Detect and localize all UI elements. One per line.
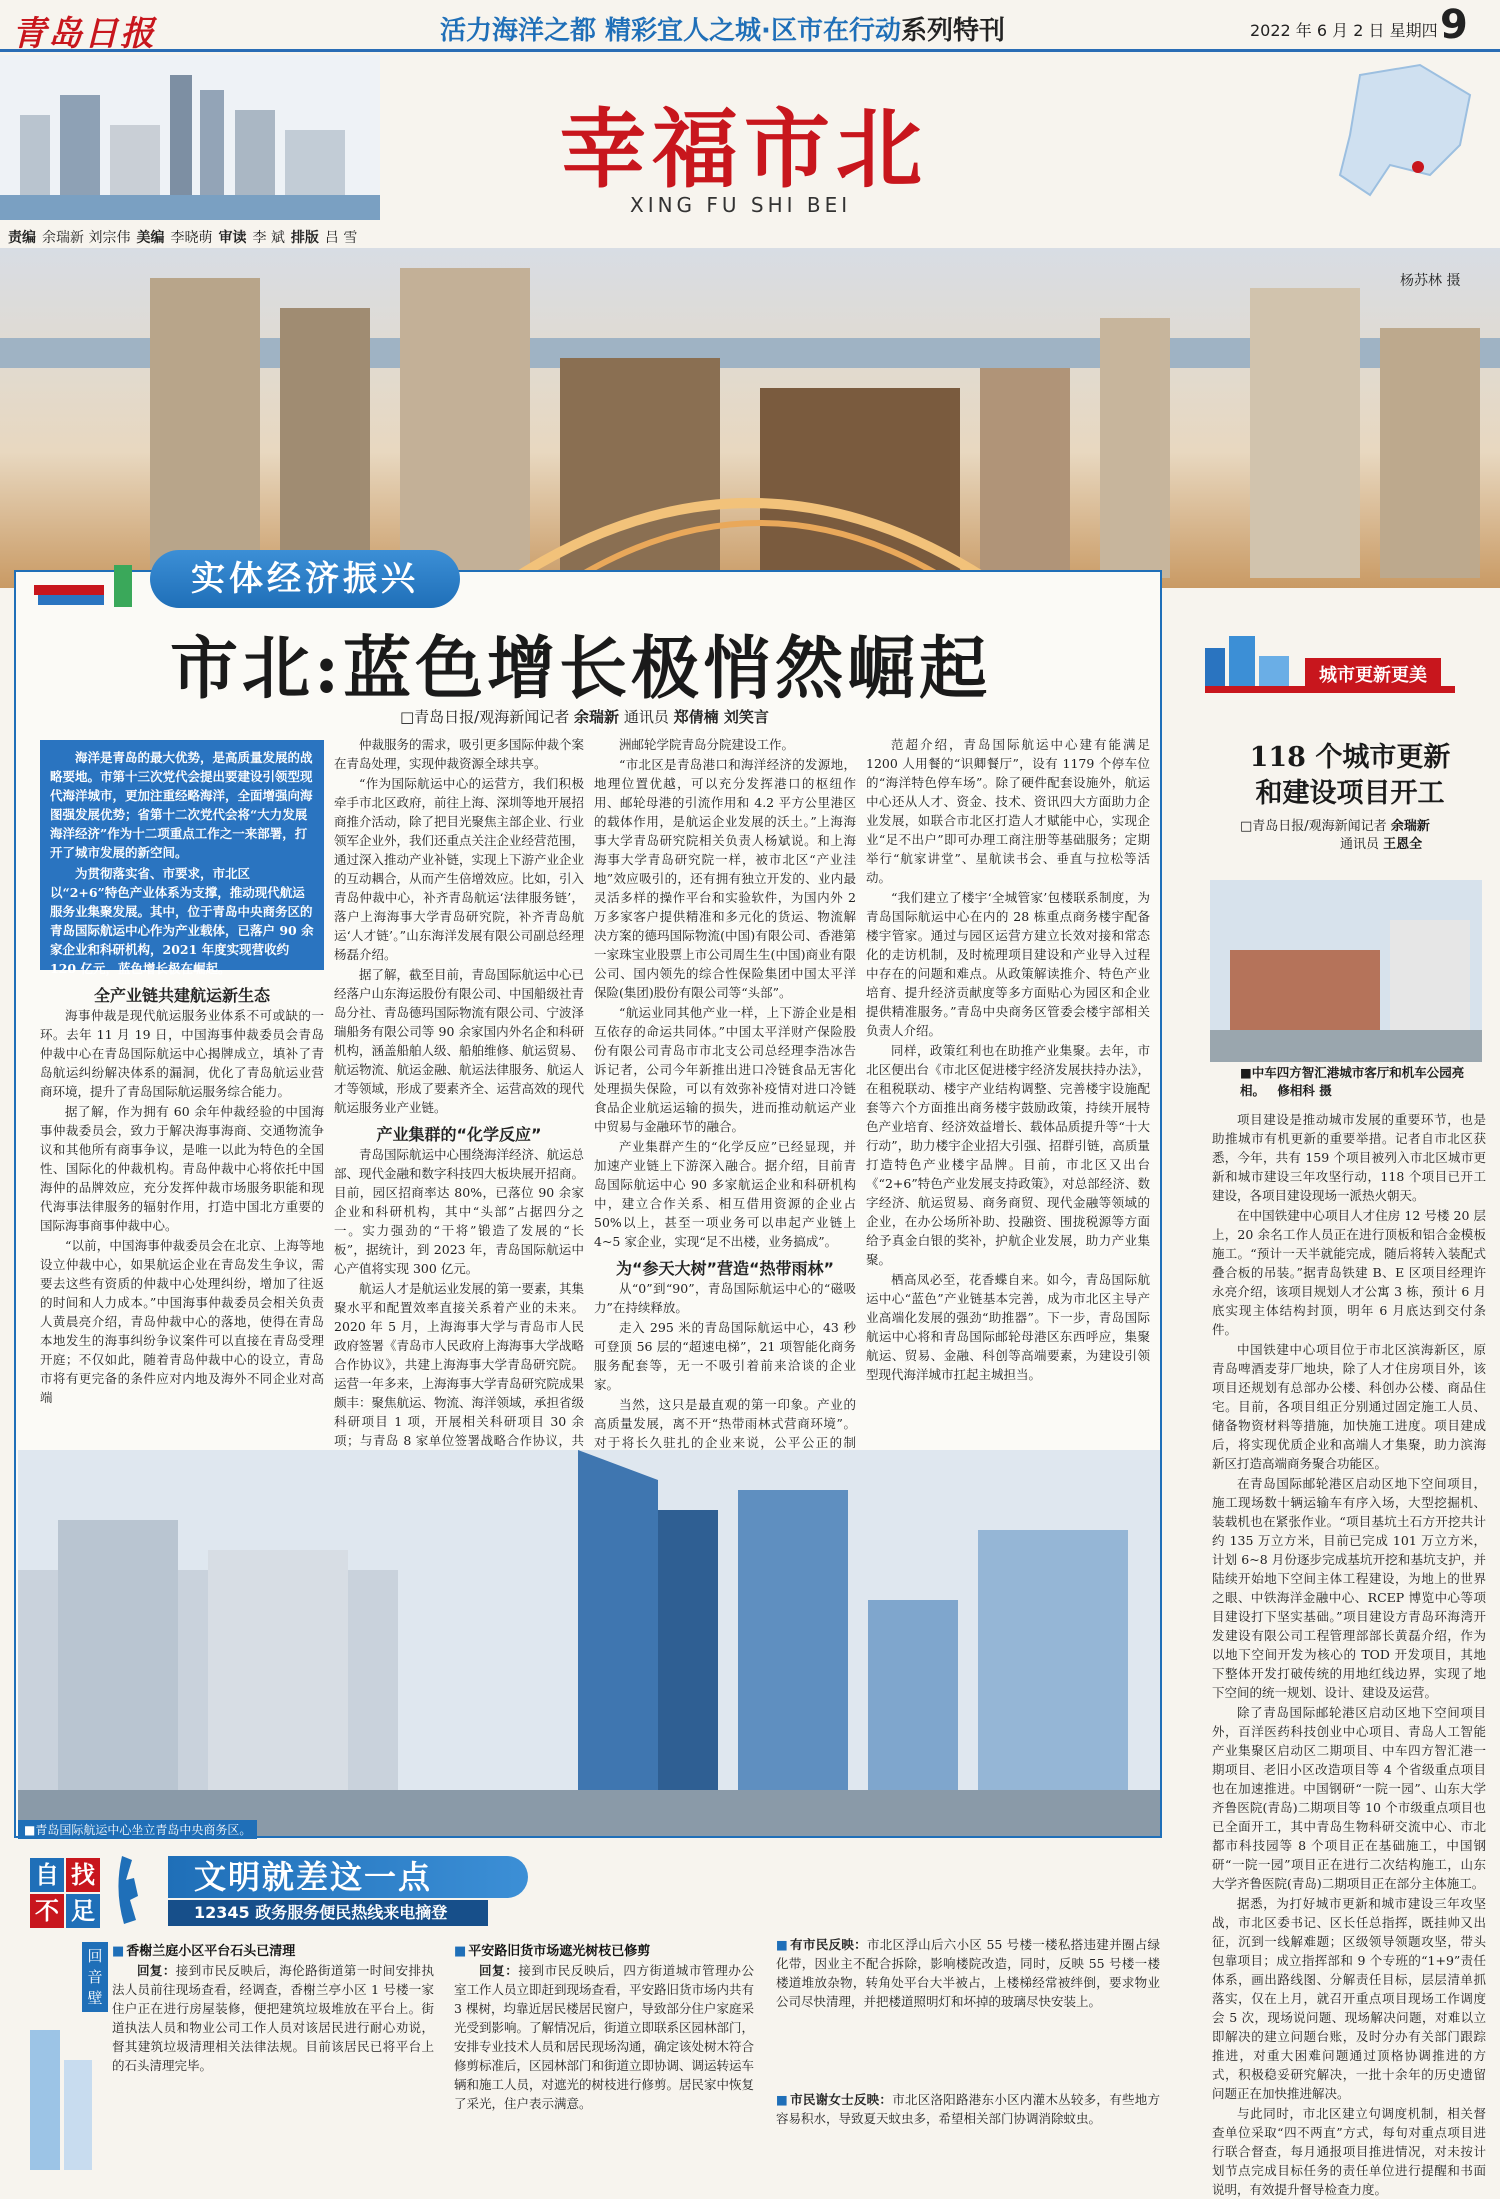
paragraph: 除了青岛国际邮轮港区启动区地下空间项目外，百洋医药科技创业中心项目、青岛人工智能产业集聚区启动区二期项目、中车四方智汇港一期项目、老旧小区改造项目等 4 个省级重点项目也在加速推进。中国钢研“一院一园”、山东大学齐鲁医院(青岛)二期项目等 10 个市级重点项目也已全面开工，其中青岛生物科研交流中心、市北都市科技园等 8 个项目正在基础施工，中国钢研“一院一园”项目正在进行二次结构施工，山东大学齐鲁医院(青岛)二期项目正在部分主体施工。 [1212,1705,1486,1891]
article-column-4 [866,735,1150,1382]
subhead-1: 全产业链共建航运新生态 [93,986,270,1005]
subhead-3: 为“参天大树”营造“热带雨林” [615,1259,835,1278]
office-tower-icon [20,2010,100,2170]
paragraph: “以前，中国海事仲裁委员会在北京、上海等地设立仲裁中心，如果航运企业在青岛发生争议，需要去这些有资质的仲裁中心处理纠纷，增加了往返的时间和人力成本。”中国海事仲裁委员会相关负责人黄晨亮介绍，青岛仲裁中心的落地，使得在青岛本地发生的海事纠纷争议案件可以直接在青岛受理开庭；不仅如此，随着青岛仲裁中心的设立，青岛市将有更完备的条件应对内地及海外不同企业对高端 [40,1238,324,1405]
paragraph: 在青岛国际邮轮港区启动区地下空间项目，施工现场数十辆运输车有序入场，大型挖掘机、装载机也在紧张作业。“项目基坑土石方开挖共计约 135 万立方米，目前已完成 101 万立方米，计划 6~8 月份逐步完成基坑开挖和基坑支护，并陆续开始地下空间主体工程建设，为地上的世界之眼、中铁海洋金融中心、RCEP 博览中心等项目建设打下坚实基础。”项目建设方青岛环海湾开发建设有限公司工程管理部部长黄磊介绍，作为以地下空间开发为核心的 TOD 开发项目，其地下整体开发打破传统的用地红线边界，实现了地下空间的统一规划、设计、建设及运营。 [1212,1476,1486,1700]
editor-credits [0,226,1500,248]
paragraph: 青岛国际航运中心围绕海洋经济、航运总部、现代金融和数字科技四大板块展开招商。目前，园区招商率达 80%，已落位 90 余家企业和科研机构，其中“头部”占据四分之一。实力强劲的“干将”锻造了发展的“长板”，据统计，到 2023 年，青岛国际航运中心产值将实现 300 亿元。 [334,1147,585,1276]
brief-reply-label: 回复： [479,1963,519,1978]
paragraph: 范超介绍，青岛国际航运中心建有能满足 1200 人用餐的“识卿餐厅”，设有 1179 个停车位的“海洋特色停车场”。除了硬件配套设施外，航运中心还从人才、资金、技术、资讯四大方面助力企业发展，如联合市北区打造人才赋能中心，实现企业“足不出户”即可办理工商注册等基础服务；定期举行“航家讲堂”、星航读书会、垂直与拉松等活动。 [866,737,1150,885]
badge-char: 足 [66,1894,100,1928]
paragraph: 走入 295 米的青岛国际航运中心，43 秒可登顶 56 层的“超速电梯”，21 项智能化商务服务配套等，无一不吸引着前来洽谈的企业家。 [594,1320,856,1392]
series-title-b: 区市在行动 [770,16,901,46]
newspaper-logo: 青岛日报 [12,14,156,54]
feedback-title: ■ 有市民反映： [776,1937,867,1952]
art-name: 李晓萌 [170,230,213,246]
feedback-text: 市北区洛阳路港东小区内灌木丛较多，有些地方容易积水，导致夏天蚊虫多，希望相关部门协调消除蚊虫。 [776,2092,1160,2126]
section-title: 幸福市北 [560,99,928,200]
paragraph: 航运人才是航运业发展的第一要素，其集聚水平和配置效率直接关系着产业的未来。2020 年 5 月，上海海事大学与青岛市人民政府签署《青岛市人民政府上海海事大学战略合作协议》，共建上海海事大学青岛研究院。运营一年多来，上海海事大学青岛研究院成果颇丰：聚焦航运、物流、海洋领域，承担省级科研项目 1 项，开展相关科研项目 30 余项；与青岛 8 家单位签署战略合作协议，共 [334,1281,585,1448]
paragraph: 据了解，截至目前，青岛国际航运中心已经落户山东海运股份有限公司、中国船级社青岛分社、青岛德玛国际物流有限公司、宁波泽瑞船务有限公司等 90 余家国内外名企和科研机构，涵盖船舶人级、船舶维修、航运贸易、航运物流、航运金融、航运法律服务、航运人才等领域，形成了要素齐全、运营高效的现代航运服务业产业链。 [334,967,585,1115]
civil-section-title: 文明就差这一点 [168,1856,528,1898]
paragraph: 在中国铁建中心项目人才住房 12 号楼 20 层上，20 余名工作人员正在进行顶板和铝合金模板施工。“预计一天半就能完成，随后将转入装配式叠合板的吊装。”据青岛铁建 B、E 区项目经理许永亮介绍，该项目规划人才公寓 3 栋，预计 6 月底实现主体结构封顶，明年 6 月底达到交付条件。 [1212,1208,1486,1337]
section-pinyin: XING FU SHI BEI [630,193,852,217]
badge-char: 自 [30,1858,64,1892]
paragraph: 仲裁服务的需求，吸引更多国际仲裁个案在青岛处理，实现仲裁资源全球共享。 [334,737,585,771]
byline-reporter: 余瑞新 [574,708,620,726]
paragraph: “航运业同其他产业一样，上下游企业是相互依存的命运共同体。”中国太平洋财产保险股份有限公司青岛市市北支公司总经理李浩冰告诉记者，公司今年新推出进口冷链食品无害化处理损失保险，可以有效弥补疫情对进口冷链食品企业航运运输的损失，进而推动航运产业中贸易与金融环节的融合。 [594,1005,856,1134]
shipping-center-photo [18,1450,1160,1836]
paragraph: 与此同时，市北区建立句调度机制，相关督查单位采取“四不两直”方式，每旬对重点项目进行联合督查，每月通报项目推进情况，对未按计划节点完成目标任务的责任单位进行提醒和书面说明，有效提升督导检查力度。 [1212,2106,1486,2197]
layout-name: 吕 雪 [324,230,358,246]
page-number: 9 [1440,2,1468,48]
series-title-c: 系列特刊 [900,16,1005,46]
sidebar-headline-line2: 和建设项目开工 [1255,778,1445,809]
review-label: 审读 [218,230,247,246]
paragraph: 当然，这只是最直观的第一印象。产业的高质量发展，离不开“热带雨林式营商环境”。对于将长久驻扎的企业来说，公平公正的制 [594,1397,856,1450]
paragraph: 据悉，为打好城市更新和城市建设三年攻坚战，市北区委书记、区长任总指挥，既挂帅又出征，沉到一线解难题；区级领导领题攻坚，带头包靠项目；成立指挥部和 9 个专班的“1+9”责任体系，画出路线图、分解责任目标，层层清单抓落实，仅在上月，就召开重点项目现场工作调度会 5 次，现场说问题、现场解决问题，对难以立即解决的建立问题台账，及时分办有关部门跟踪推进，对重大困难问题通过顶格协调推进的方式，积极稳妥研究解决，一批十余年的历史遗留问题正在加快推进解决。 [1212,1896,1486,2101]
section-kicker: 实体经济振兴 [150,550,460,608]
sidebar-byline-mid: 通讯员 [1340,837,1380,852]
main-byline [400,706,769,727]
paragraph: 海事仲裁是现代航运服务业体系不可或缺的一环。去年 11 月 19 日，中国海事仲裁委员会青岛仲裁中心在青岛国际航运中心揭牌成立，填补了青岛航运纠纷解决体系的漏洞，优化了青岛航运业营商环境，提升了青岛国际航运服务综合能力。 [40,1008,324,1099]
byline-mid: 通讯员 [623,708,669,726]
paragraph: 从“0”到“90”，青岛国际航运中心的“磁吸力”在持续释放。 [594,1281,856,1315]
paragraph: “作为国际航运中心的运营方，我们积极牵手市北区政府，前往上海、深圳等地开展招商推介活动，除了把目光聚焦主部企业、行业领军企业外，我们还重点关注企业经营范围，通过深入推动产业补链，实现上下游产业企业的互动耦合，从而产生倍增效应。比如，引入青岛仲裁中心，补齐青岛航运‘法律服务链’，落户上海海事大学青岛研究院，补齐青岛航运‘人才链’。”山东海洋发展有限公司副总经理杨磊介绍。 [334,776,585,962]
paragraph: 栖高凤必至，花香蝶自来。如今，青岛国际航运中心“蓝色”产业链基本完善，成为市北区主导产业高端化发展的强劲“助推器”。下一步，青岛国际航运中心将和青岛国际邮轮母港区东西呼应，集聚航运、贸易、金融、科创等高端要素，为建设引领型现代海洋城市扛起主城担当。 [866,1272,1150,1382]
paragraph: 洲邮轮学院青岛分院建设工作。 [619,737,795,752]
lead-summary [40,740,324,976]
books-icon [24,555,144,615]
brief-title: ■ 香榭兰庭小区平台石头已清理 [112,1942,434,1961]
echo-wall-label: 回音壁 [82,1942,108,2012]
sidebar-section-label: 城市更新更美 [1305,658,1441,690]
brief-text: 接到市民反映后，四方街道城市管理办公室工作人员立即赶到现场查看，平安路旧货市场内共有 3 棵树，均靠近居民楼居民窗户，导致部分住户家庭采光受到影响。了解情况后，街道立即联系区园林部门，安排专业技术人员和居民现场沟通，确定该处树木符合修剪标准后，区园林部门和街道立即协调、调运转运车辆和施工人员，对遮光的树枝进行修剪。居民家中恢复了采光，住户表示满意。 [454,1963,755,2111]
badge-char: 不 [30,1894,64,1928]
main-photo-caption: ■青岛国际航运中心坐立青岛中央商务区。 [18,1820,257,1839]
self-check-badge [30,1858,102,1930]
sidebar-byline-reporter: 余瑞新 [1390,819,1430,834]
brief-1 [112,1942,434,2172]
sidebar-byline [1240,818,1430,854]
art-label: 美编 [136,230,165,246]
feedback-2 [776,2090,1160,2170]
sidebar-headline-line1: 118 个城市更新 [1249,742,1451,773]
paragraph: 同样，政策红利也在助推产业集聚。去年，市北区便出台《市北区促进楼宇经济发展扶持办法》，在租税联动、楼宇产业结构调整、完善楼宇设施配套等六个方面推出商务楼宇鼓励政策，持续开展特色产业培育、经济效益增长、载体品质提升等“十大行动”，助力楼宇企业招大引强、招群引链，高质量打造特色产业楼宇品牌。目前，市北区又出台《“2+6”特色产业发展支持政策》，对总部经济、数字经济、航运贸易、商务商贸、现代金融等领域的企业，在办公场所补助、投融资、围拢税源等方面给予真金白银的奖补，护航企业发展，助力产业集聚。 [866,1043,1150,1267]
paragraph: 产业集群产生的“化学反应”已经显现，并加速产业链上下游深入融合。据介绍，目前青岛国际航运中心 90 多家航运企业和科研机构中，建立合作关系、相互借用资源的企业占 50%以上，甚至一项业务可以串起产业链上 4~5 家企业，实现“足不出楼，业务搞成”。 [594,1139,856,1249]
article-column-1 [40,978,324,1448]
masthead [0,0,1500,52]
issue-date: 2022 年 6 月 2 日 星期四 [1250,21,1438,40]
lead-paragraph: 海洋是青岛的最大优势，是高质量发展的战略要地。市第十三次党代会提出要建设引领型现代海洋城市，更加注重经略海洋，全面增强向海图强发展优势；省第十二次党代会将“大力发展海洋经济”作为十二项重点工作之一来部署，打开了城市发展的新空间。 [50,750,313,860]
sidebar-article-body [1212,1110,1486,2197]
paragraph: 项目建设是推动城市发展的重要环节，也是助推城市有机更新的重要举措。记者自市北区获悉，今年，共有 159 个项目被列入市北区城市更新和城市建设三年攻坚行动，118 个项目已开工建设，各项目建设现场一派热火朝天。 [1212,1112,1486,1203]
article-column-2 [334,735,584,1450]
district-map-icon [1300,55,1495,225]
brief-2 [454,1942,754,2172]
paragraph: “市北区是青岛港口和海洋经济的发源地，地理位置优越，可以充分发挥港口的枢纽作用、邮轮母港的引流作用和 4.2 平方公里港区的载体作用，是航运企业发展的沃土。”上海海事大学青岛研究院相关负责人杨斌说。和上海海事大学青岛研究院一样，被市北区“产业洼地”效应吸引的，还有拥有独立开发的、业内最灵活多样的操作平台和实验软件，为国内外 2 万多家客户提供精准和多元化的货运、物流解决方案的德玛国际物流(中国)有限公司、香港第一家珠宝业股票上市公司周生生(中国)商业有限公司、国内领先的综合性保险集团中国太平洋保险(集团)股份有限公司等“头部”。 [594,757,856,1000]
badge-char: 找 [66,1858,100,1892]
lead-paragraph: 为贯彻落实省、市要求，市北区以“2+6”特色产业体系为支撑，推动现代航运服务业集聚发展。其中，位于青岛中央商务区的青岛国际航运中心作为产业载体，已落户 90 余家企业和科研机构，2021 年度实现营收约 120 亿元，蓝色增长极在崛起。 [50,866,314,976]
brief-text: 接到市民反映后，海伦路街道第一时间安排执法人员前往现场查看，经调查，香榭兰亭小区 1 号楼一家住户正在进行房屋装修，便把建筑垃圾堆放在平台上。街道执法人员和物业公司工作人员对该居民进行耐心劝说，督其建筑垃圾清理相关法律法规。目前该居民已将平台上的石头清理完毕。 [112,1963,434,2073]
feedback-text: 市北区浮山后六小区 55 号楼一楼私搭违建并圈占绿化带，因业主不配合拆除，影响楼院改造，同时，反映 55 号楼一楼楼道堆放杂物，转角处平台大半被占，上楼梯经常被绊倒，要求物业公司尽快清理，并把楼道照明灯和坏掉的玻璃尽快安装上。 [776,1937,1160,2009]
sidebar-byline-correspondent: 王恩全 [1383,837,1423,852]
sidebar-byline-prefix: □青岛日报/观海新闻记者 [1240,819,1387,834]
banner-skyline-image [0,55,380,220]
main-headline: 市北:蓝色增长极悄然崛起 [170,629,992,709]
editor-label: 责编 [8,230,36,246]
sidebar-photo [1210,880,1482,1062]
paragraph: 中国铁建中心项目位于市北区滨海新区，原青岛啤酒麦芽厂地块，除了人才住房项目外，该项目还规划有总部办公楼、科创办公楼、商品住宅。目前，各项目组正分别通过固定施工人员、储备物资材料等措施，加快施工进度。项目建成后，将实现优质企业和高端人才集聚，助力滨海新区打造高端商务聚合功能区。 [1212,1342,1486,1471]
feedback-1 [776,1935,1160,2055]
paragraph: 据了解，作为拥有 60 余年仲裁经验的中国海事仲裁委员会，致力于解决海事海商、交通物流争议和其他所有商事争议，是唯一以此为特色的全国性、国际化的仲裁机构。青岛仲裁中心将依托中国海仲的品牌效应，充分发挥仲裁市场服务职能和现代海事法律服务的辐射作用，打造中国北方重要的国际海事商事仲裁中心。 [40,1104,324,1233]
photo-credit: 杨苏林 摄 [1400,273,1461,289]
paragraph: “我们建立了楼宇‘全城管家’包楼联系制度，为青岛国际航运中心在内的 28 栋重点商务楼宇配备楼宇管家。通过与园区运营方建立长效对接和常态化的走访机制，及时梳理项目建设和产业导入过程中存在的问题和难点。从政策解读推介、特色产业培育、提升经济贡献度等多方面贴心为园区和企业提供精准服务。”青岛中央商务区管委会楼宇部相关负责人介绍。 [866,890,1150,1038]
sidebar-caption-text: ■中车四方智汇港城市客厅和机车公园亮相。 [1240,1065,1465,1098]
sidebar-caption-credit: 修相科 摄 [1277,1083,1332,1098]
sidebar-photo-caption [1240,1064,1480,1100]
layout-label: 排版 [290,230,319,246]
editor-names: 余瑞新 刘宗伟 [42,230,131,246]
series-title-a: 活力海洋之都 精彩宜人之城· [440,16,771,46]
subhead-2: 产业集群的“化学反应” [376,1125,542,1144]
series-title [440,10,1005,47]
brief-title: ■ 平安路旧货市场遮光树枝已修剪 [454,1942,754,1961]
review-name: 李 斌 [252,230,285,246]
byline-correspondents: 郑倩楠 刘笑言 [673,708,769,726]
brief-reply-label: 回复： [137,1963,176,1978]
phone-icon [110,1850,160,1930]
civil-section-subtitle: 12345 政务服务便民热线来电摘登 [168,1900,488,1926]
hero-cityscape-image [0,248,1500,588]
feedback-title: ■ 市民谢女士反映： [776,2092,892,2107]
article-column-3 [594,735,856,1480]
byline-prefix: □青岛日报/观海新闻记者 [400,708,570,726]
sidebar-headline [1215,740,1485,812]
